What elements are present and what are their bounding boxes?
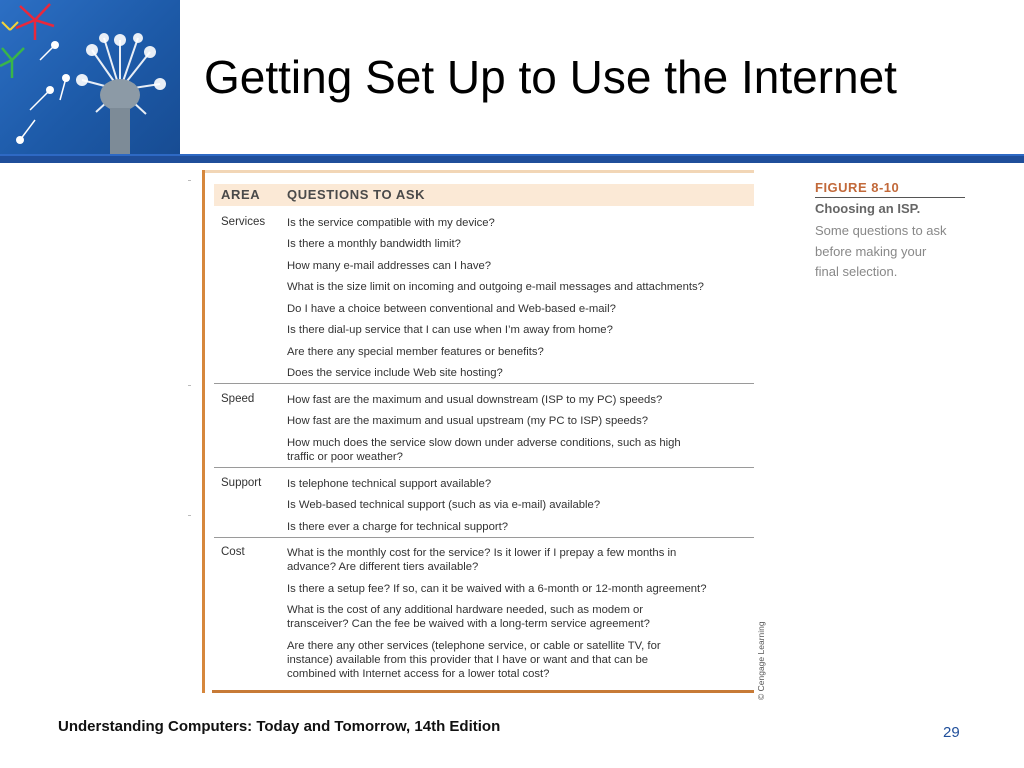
question-line: Is telephone technical support available? [287, 478, 492, 490]
title-divider-bar [0, 154, 1024, 163]
question-line: Is Web-based technical support (such as via e-mail) available? [287, 499, 601, 511]
table-left-rule [202, 170, 205, 693]
figure-caption [815, 221, 975, 283]
section-divider [214, 383, 754, 384]
question-line: How much does the service slow down under adverse conditions, such as high [287, 437, 681, 449]
section-divider [214, 467, 754, 468]
question-line: Are there any other services (telephone service, or cable or satellite TV, for [287, 640, 661, 652]
header-area: AREA [221, 187, 261, 202]
table-top-rule [202, 170, 754, 173]
footer-book-title: Understanding Computers: Today and Tomorrow, 14th Edition [58, 718, 501, 735]
question-line: traffic or poor weather? [287, 451, 403, 463]
question-line: How fast are the maximum and usual downstream (ISP to my PC) speeds? [287, 394, 663, 406]
question-line: Is there a setup fee? If so, can it be waived with a 6-month or 12-month agreement? [287, 583, 707, 595]
question-line: Does the service include Web site hosting? [287, 367, 503, 379]
figure-title: Choosing an ISP. [815, 201, 921, 216]
caption-line: before making your [815, 243, 927, 259]
question-line: combined with Internet access for a lower total cost? [287, 668, 550, 680]
dandelion-logo-art [0, 0, 180, 154]
header-questions: QUESTIONS TO ASK [287, 187, 426, 202]
area-label-speed: Speed [221, 393, 255, 405]
area-label-cost: Cost [221, 546, 245, 558]
table-header-row [214, 184, 754, 206]
question-line: Is there ever a charge for technical support? [287, 521, 509, 533]
question-line: Are there any special member features or benefits? [287, 346, 544, 358]
image-credit: © Cengage Learning [756, 621, 766, 700]
caption-line: final selection. [815, 264, 898, 279]
question-line: What is the size limit on incoming and outgoing e-mail messages and attachments? [287, 281, 704, 293]
question-line: Do I have a choice between conventional and Web-based e-mail? [287, 303, 616, 315]
question-line: Is there dial-up service that I can use when I’m away from home? [287, 324, 613, 336]
section-divider [214, 537, 754, 538]
figure-caption-rule [815, 197, 965, 198]
figure-number: FIGURE 8-10 [815, 180, 900, 195]
margin-tick [188, 515, 191, 516]
area-label-support: Support [221, 477, 262, 489]
page-number: 29 [943, 724, 960, 741]
dandelion-logo [0, 0, 180, 154]
question-line: Is the service compatible with my device? [287, 217, 495, 229]
question-line: instance) available from this provider that I have or want and that can be [287, 654, 649, 666]
caption-line: Some questions to ask [815, 223, 947, 238]
question-line: Is there a monthly bandwidth limit? [287, 238, 461, 250]
slide-title: Getting Set Up to Use the Internet [204, 51, 897, 103]
margin-tick [188, 180, 191, 181]
question-line: What is the cost of any additional hardware needed, such as modem or [287, 604, 644, 616]
question-line: How many e-mail addresses can I have? [287, 260, 492, 272]
table-bottom-rule [212, 690, 754, 693]
question-line: transceiver? Can the fee be waived with a long-term service agreement? [287, 618, 650, 630]
question-line: What is the monthly cost for the service? Is it lower if I prepay a few months in [287, 547, 677, 559]
question-line: advance? Are different tiers available? [287, 561, 479, 573]
isp-questions-table [202, 170, 754, 693]
margin-tick [188, 385, 191, 386]
question-line: How fast are the maximum and usual upstream (my PC to ISP) speeds? [287, 415, 649, 427]
area-label-services: Services [221, 216, 266, 228]
